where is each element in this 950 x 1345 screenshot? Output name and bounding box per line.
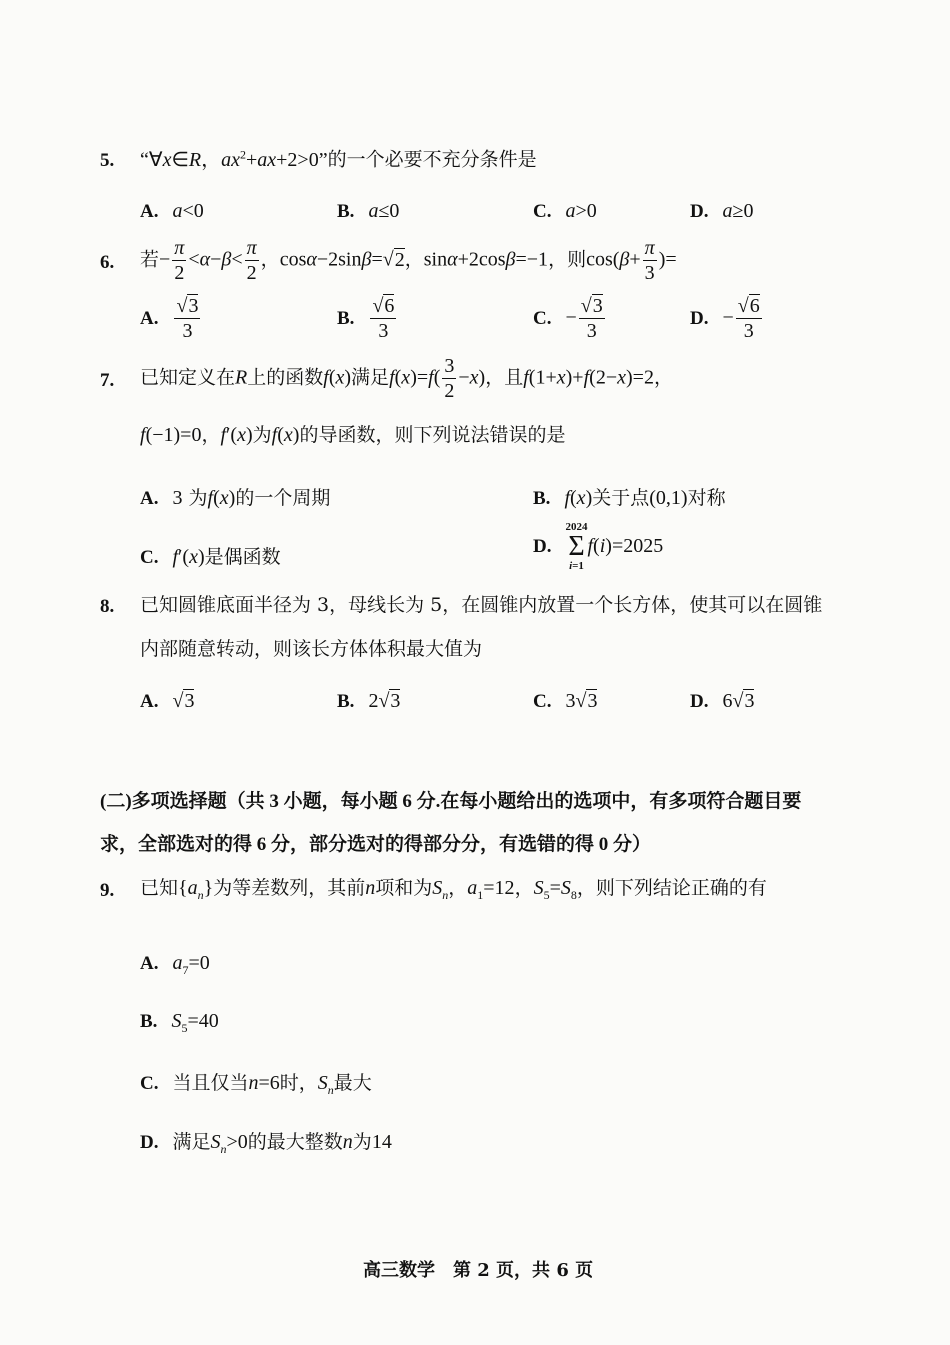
q7-stem-line1: 已知定义在R上的函数f(x)满足f(x)=f( $\frac{3}{2}$ −x)，且f(1+x)+f(2−x)=2， (140, 355, 673, 402)
q8-number: 8. (100, 596, 115, 617)
q9-stem: 已知$\{a_n\}$为等差数列，其前n项和为$S_n$，$a_1=12$，$S_5=S_8$，则下列结论正确的有 (140, 877, 767, 902)
q8-stem-line1: 已知圆锥底面半径为 3，母线长为 5，在圆锥内放置一个长方体，使其可以在圆锥 (140, 594, 823, 616)
q8-option-d: D. 6√3 (690, 690, 755, 712)
q9-option-c: C. 当且仅当n=6时，$S_n$最大 (140, 1072, 372, 1097)
q5-option-d: D. a≥0 (690, 200, 754, 222)
q6-number: 6. (100, 252, 115, 273)
q7-option-a: A. 3 为f(x)的一个周期 (140, 487, 331, 509)
q5-stem: “∀x∈R，$ax^2+ax+2>0$”的一个必要不充分条件是 (140, 147, 537, 171)
q7-number: 7. (100, 370, 115, 391)
q8-option-a: A. √3 (140, 690, 195, 712)
q8-option-b: B. 2√3 (337, 690, 401, 712)
q6-option-c: C. − $\frac{√3}{3}$ (533, 295, 603, 342)
q7-option-b: B. f(x)关于点(0,1)对称 (533, 487, 726, 509)
q6-stem: 若− $\frac{\pi}{2}$ <α−β< $\frac{\pi}{2}$ ，cosα−2sinβ=√2，sinα+2cosβ=−1，则cos(β+ $\frac{\pi}{3}$ )= (140, 237, 677, 284)
section2-heading-line1: (二)多项选择题（共 3 小题，每小题 6 分.在每小题给出的选项中，有多项符合题目要 (100, 791, 802, 812)
q5-option-a: A. a<0 (140, 200, 204, 222)
section2-heading-line2: 求，全部选对的得 6 分，部分选对的得部分分，有选错的得 0 分） (100, 834, 652, 855)
q5-option-c: C. a>0 (533, 200, 597, 222)
q7-stem-line2: f(−1)=0，f′(x)为f(x)的导函数，则下列说法错误的是 (140, 424, 566, 446)
q5-option-b: B. a≤0 (337, 200, 400, 222)
q8-option-c: C. 3√3 (533, 690, 598, 712)
q8-stem-line2: 内部随意转动，则该长方体体积最大值为 (140, 638, 483, 660)
q9-number: 9. (100, 880, 115, 901)
q6-option-a: A. $\frac{√3}{3}$ (140, 295, 199, 342)
q6-option-d: D. − $\frac{√6}{3}$ (690, 295, 760, 342)
q9-option-d: D. 满足$S_n>0$的最大整数n为14 (140, 1131, 392, 1156)
page-footer: 高三数学 第 2 页，共 6 页 (363, 1260, 594, 1281)
q9-option-a: A. $a_7=0$ (140, 952, 210, 977)
q7-option-c: C. f′(x)是偶函数 (140, 546, 281, 568)
q6-option-b: B. $\frac{√6}{3}$ (337, 295, 395, 342)
q7-option-d: D. 2024 Σ i=1 f(i)=2025 (533, 521, 664, 572)
q5-number: 5. (100, 150, 115, 171)
q9-option-b: B. $S_5=40$ (140, 1010, 219, 1035)
